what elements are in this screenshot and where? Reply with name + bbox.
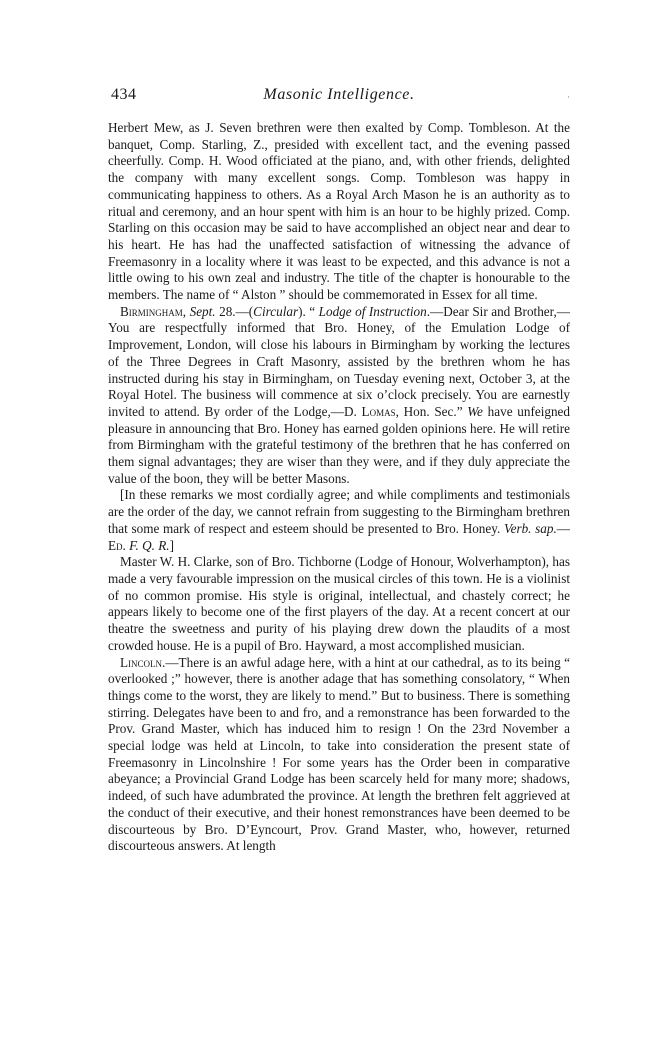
paragraph-editor-note [108,487,570,554]
circular-text-a: .—Dear Sir and Brother,—You are respectfully informed that Bro. Honey, of the Emulation Lodge of Improvement, London, will close his labours in Birmingham by working the lectures of the Three Degrees in Craft Masonry, assisted by the brethren whom he has instructed during his stay in Birmingham, on Tuesday evening next, October 3, at the Royal Hotel. The business will commence at six o’clock precisely. You are earnestly invited to attend. By order of the Lodge,—D. [108,303,570,419]
article-body [108,120,570,855]
corner-mark: · [567,92,570,102]
verb-sap: Verb. sap. [504,520,557,536]
circular-text-b: , Hon. Sec.” [395,403,468,419]
circular-label: Circular [253,303,299,319]
paragraph-birmingham-circular [108,304,570,488]
circular-text-c: have unfeigned pleasure in announcing that Bro. Honey has earned golden opinions here. He will retire from Birmingham with the grateful testimony of the brethren that he has conferred on them signal advantages; they are wiser than they were, and if they duly appreciate the value of the boon, they will be better Masons. [108,403,571,486]
paragraph-alston-chapter: Herbert Mew, as J. Seven brethren were then exalted by Comp. Tombleson. At the banquet, Comp. Starling, Z., presided with excellent tact, and the evening passed cheerfully. Comp. H. Wood officiated at the piano, and, with other friends, delighted the company with many excellent songs. Comp. Tombleson was happy in communicating happiness to others. As a Royal Arch Mason he is an authority as to ritual and ceremony, and an hour spent with him is an hour to be highly prized. Comp. Starling on this occasion may be said to have accomplished an object near and dear to his heart. He has had the unaffected satisfaction of witnessing the advance of Freemasonry in a locality where it was least to be expected, and this advance is not a little owing to his own zeal and industry. The title of the chapter is honourable to the members. The name of “ Alston ” should be commemorated in Essex for all time. [108,120,570,303]
circular-after: ). “ [298,303,319,319]
place-name-lincoln: Lincoln. [120,654,166,670]
date-text: 28.—( [215,303,254,319]
editor-close-bracket: ] [169,537,174,553]
editor-dash: — [556,520,570,536]
editor-abbrev: Ed. [108,537,126,553]
paragraph-lincoln [108,655,570,855]
editor-note-text: [In these remarks we most cordially agree; and while compliments and testimonials are the order of the day, we cannot refrain from suggesting to the Birmingham brethren that some mark of respect and esteem should be presented to Bro. Honey. [108,487,570,536]
page-number: 434 [111,86,137,103]
place-name-birmingham: Birmingham, [120,303,187,319]
running-head [108,86,570,112]
book-page [108,86,570,855]
journal-initials: F. Q. R. [129,537,170,553]
date-abbrev: Sept. [189,303,216,319]
italic-we: We [467,403,483,419]
secretary-name: Lomas [361,403,396,419]
lodge-of-instruction-label: Lodge of Instruction [318,303,427,319]
lincoln-text: —There is an awful adage here, with a hint at our cathedral, as to its being “ overlooked ;” however, there is another adage that has something consolatory, “ When things come to the worst, they are likely to mend.” But to business. There is something stirring. Delegates have been to and fro, and a remonstrance has been forwarded to the Prov. Grand Master, which has induced him to resign ! On the 23rd November a special lodge was held at Lincoln, to take into consideration the present state of Freemasonry in Lincolnshire ! For some years has the Order been in comparative abeyance; a Provincial Grand Lodge has been scarcely held for many more; shadows, indeed, of such have adumbrated the province. At length the brethren felt aggrieved at the conduct of their executive, and their honest remonstrances have been deemed to be discourteous by Bro. D’Eyncourt, Prov. Grand Master, who, however, returned discourteous answers. At length [108,654,570,854]
paragraph-clarke-violinist: Master W. H. Clarke, son of Bro. Tichborne (Lodge of Honour, Wolverhampton), has made a very favourable impression on the musical circles of this town. He is a violinist of no common promise. His style is original, intellectual, and chastely correct; he appears likely to become one of the first players of the day. At a recent concert at our theatre the sweetness and purity of his playing drew down the plaudits of a most crowded house. He is a pupil of Bro. Hayward, a most accomplished musician. [108,554,570,653]
running-title: Masonic Intelligence. [263,86,415,103]
